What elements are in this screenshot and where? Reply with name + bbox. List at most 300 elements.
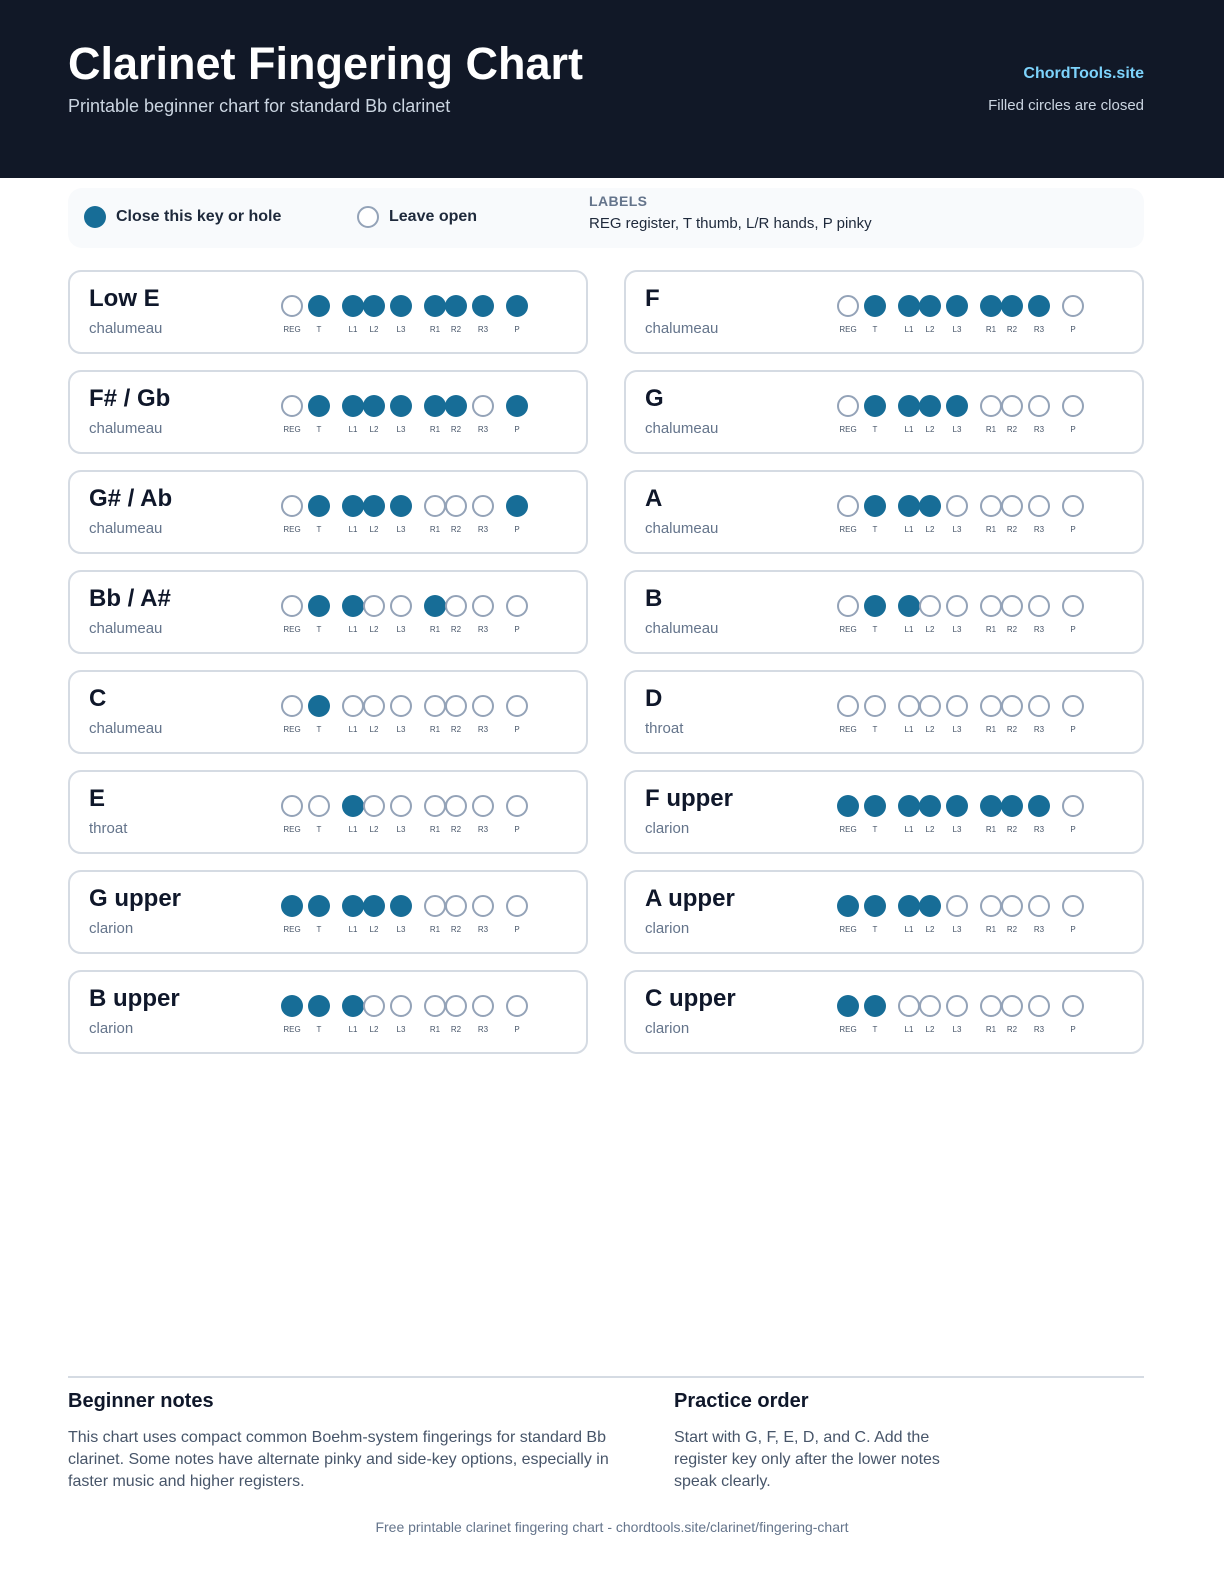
fingering-card (68, 770, 588, 854)
key-r3-closed (1028, 295, 1050, 317)
note-name: G# / Ab (89, 485, 173, 512)
key-l3-closed (390, 395, 412, 417)
key-p-open (506, 595, 528, 617)
key-label: R3 (477, 825, 489, 834)
key-l2-closed (363, 495, 385, 517)
key-l3-open (946, 895, 968, 917)
key-reg-closed (281, 895, 303, 917)
key-label: REG (839, 825, 857, 834)
footer-divider (68, 1376, 1144, 1378)
key-l3-closed (946, 395, 968, 417)
key-r3-closed (472, 295, 494, 317)
legend-open-label: Leave open (389, 208, 478, 225)
key-label: L1 (904, 425, 914, 434)
footer-credit: Free printable clarinet fingering chart - chordtools.site/clarinet/fingering-chart (375, 1519, 849, 1535)
key-label: L3 (396, 1025, 406, 1034)
register-label: chalumeau (645, 320, 719, 337)
key-label: L3 (952, 425, 962, 434)
brand-link[interactable]: ChordTools.site (1023, 65, 1144, 82)
register-label: chalumeau (89, 620, 163, 637)
register-label: clarion (89, 1020, 134, 1037)
key-r2-open (445, 695, 467, 717)
key-r1-open (424, 795, 446, 817)
key-p-open (1062, 395, 1084, 417)
key-r1-open (980, 895, 1002, 917)
key-label: R3 (1033, 825, 1045, 834)
key-label: T (316, 625, 322, 634)
key-reg-closed (837, 995, 859, 1017)
key-r2-open (1001, 895, 1023, 917)
register-label: chalumeau (645, 420, 719, 437)
key-label: R2 (450, 625, 462, 634)
key-label: L2 (925, 525, 935, 534)
key-label: L1 (904, 325, 914, 334)
key-t-closed (308, 295, 330, 317)
register-label: chalumeau (645, 620, 719, 637)
key-label: P (1070, 425, 1076, 434)
key-r3-open (1028, 595, 1050, 617)
note-name: A (645, 485, 663, 512)
key-label: R1 (985, 825, 997, 834)
key-l1-open (898, 995, 920, 1017)
note-name: F# / Gb (89, 385, 171, 412)
key-label: L1 (348, 625, 358, 634)
note-name: G (645, 385, 664, 412)
key-label: REG (283, 925, 301, 934)
key-label: L1 (348, 825, 358, 834)
key-l1-open (342, 695, 364, 717)
key-label: L2 (369, 525, 379, 534)
register-label: chalumeau (89, 420, 163, 437)
key-r1-open (980, 495, 1002, 517)
key-label: REG (839, 525, 857, 534)
key-label: P (1070, 525, 1076, 534)
header-note: Filled circles are closed (988, 97, 1144, 114)
key-label: R1 (429, 725, 441, 734)
key-label: R2 (450, 825, 462, 834)
fingering-card (68, 370, 588, 454)
key-r1-closed (980, 795, 1002, 817)
fingering-card (624, 470, 1144, 554)
key-label: REG (839, 625, 857, 634)
key-label: P (1070, 625, 1076, 634)
key-label: L3 (952, 325, 962, 334)
key-l1-closed (342, 995, 364, 1017)
key-t-closed (864, 895, 886, 917)
key-r1-open (980, 995, 1002, 1017)
key-l3-open (390, 995, 412, 1017)
key-label: R2 (1006, 625, 1018, 634)
page-title: Clarinet Fingering Chart (68, 38, 584, 89)
beginner-notes-title: Beginner notes (68, 1390, 214, 1412)
key-label: R2 (1006, 725, 1018, 734)
note-name: Bb / A# (89, 585, 171, 612)
labels-heading: LABELS (589, 193, 648, 209)
key-label: R1 (985, 725, 997, 734)
key-l3-closed (390, 895, 412, 917)
key-reg-open (837, 395, 859, 417)
key-l3-open (946, 595, 968, 617)
key-l2-closed (919, 395, 941, 417)
key-label: REG (283, 725, 301, 734)
key-label: L3 (952, 725, 962, 734)
key-label: P (1070, 1025, 1076, 1034)
key-l2-open (363, 795, 385, 817)
key-label: R2 (1006, 925, 1018, 934)
key-label: P (514, 925, 520, 934)
register-label: clarion (645, 920, 690, 937)
key-p-open (506, 695, 528, 717)
key-label: REG (839, 925, 857, 934)
key-l3-closed (390, 495, 412, 517)
note-name: Low E (89, 285, 160, 312)
key-r2-closed (445, 295, 467, 317)
key-label: L1 (348, 525, 358, 534)
key-label: R1 (429, 325, 441, 334)
key-r1-open (424, 495, 446, 517)
key-p-open (1062, 995, 1084, 1017)
note-name: B upper (89, 985, 180, 1012)
key-label: T (872, 725, 878, 734)
fingering-card (624, 970, 1144, 1054)
key-label: REG (283, 525, 301, 534)
key-t-closed (864, 495, 886, 517)
key-label: L1 (348, 425, 358, 434)
legend-closed-label: Close this key or hole (116, 208, 282, 225)
key-l3-open (390, 695, 412, 717)
key-r1-open (424, 695, 446, 717)
key-label: R2 (1006, 325, 1018, 334)
legend-closed (84, 206, 281, 228)
fingering-card (68, 470, 588, 554)
key-reg-open (837, 295, 859, 317)
key-label: REG (283, 1025, 301, 1034)
key-r2-open (445, 795, 467, 817)
page-header (0, 0, 1224, 178)
key-r1-closed (424, 595, 446, 617)
key-l1-closed (898, 595, 920, 617)
key-r1-closed (980, 295, 1002, 317)
key-label: R1 (429, 425, 441, 434)
fingering-card (624, 270, 1144, 354)
key-reg-closed (837, 895, 859, 917)
practice-order-text: Start with G, F, E, D, and C. Add the register key only after the lower notes speak clearly. (674, 1429, 940, 1490)
key-label: P (1070, 925, 1076, 934)
key-l3-open (390, 795, 412, 817)
labels-text: REG register, T thumb, L/R hands, P pinky (589, 215, 872, 232)
key-label: T (316, 425, 322, 434)
register-label: throat (89, 820, 128, 837)
key-label: R3 (1033, 725, 1045, 734)
key-label: R2 (450, 925, 462, 934)
key-t-closed (864, 995, 886, 1017)
key-label: L2 (925, 325, 935, 334)
fingering-card (624, 870, 1144, 954)
key-r1-closed (424, 295, 446, 317)
key-r3-open (472, 995, 494, 1017)
key-label: R2 (450, 325, 462, 334)
key-label: L3 (396, 825, 406, 834)
key-label: R3 (1033, 525, 1045, 534)
key-r3-open (472, 895, 494, 917)
key-r3-open (1028, 695, 1050, 717)
key-l2-closed (363, 895, 385, 917)
note-name: B (645, 585, 663, 612)
key-label: R2 (450, 725, 462, 734)
key-label: T (872, 1025, 878, 1034)
key-t-closed (308, 895, 330, 917)
key-l2-closed (919, 495, 941, 517)
key-r2-open (445, 595, 467, 617)
key-l1-closed (342, 495, 364, 517)
key-r2-open (445, 895, 467, 917)
key-p-open (1062, 595, 1084, 617)
key-l3-open (946, 995, 968, 1017)
note-name: C (89, 685, 107, 712)
key-label: L2 (925, 1025, 935, 1034)
key-l3-open (390, 595, 412, 617)
key-label: L1 (348, 1025, 358, 1034)
key-label: L2 (925, 725, 935, 734)
key-label: T (316, 925, 322, 934)
key-r3-open (472, 495, 494, 517)
key-t-closed (308, 395, 330, 417)
key-label: R1 (985, 925, 997, 934)
key-r3-open (472, 795, 494, 817)
key-l2-open (919, 995, 941, 1017)
key-label: REG (839, 1025, 857, 1034)
key-label: R1 (429, 525, 441, 534)
key-p-open (1062, 795, 1084, 817)
key-r2-closed (445, 395, 467, 417)
key-t-closed (308, 495, 330, 517)
note-name: G upper (89, 885, 182, 912)
key-r1-open (424, 995, 446, 1017)
key-label: L3 (396, 525, 406, 534)
key-label: R3 (1033, 325, 1045, 334)
legend-open (357, 206, 477, 228)
key-label: REG (283, 425, 301, 434)
key-label: T (872, 525, 878, 534)
key-label: T (872, 825, 878, 834)
fingering-card (624, 570, 1144, 654)
key-l1-closed (342, 295, 364, 317)
key-l2-closed (919, 295, 941, 317)
key-l1-closed (898, 295, 920, 317)
key-label: R3 (1033, 425, 1045, 434)
key-label: R1 (985, 425, 997, 434)
key-label: R3 (1033, 925, 1045, 934)
key-label: R1 (985, 325, 997, 334)
key-reg-closed (837, 795, 859, 817)
key-label: L1 (348, 925, 358, 934)
fingering-card (624, 370, 1144, 454)
key-p-closed (506, 395, 528, 417)
open-key-icon (357, 206, 379, 228)
key-p-open (506, 795, 528, 817)
key-r1-open (980, 695, 1002, 717)
fingering-card (624, 670, 1144, 754)
key-r2-closed (1001, 295, 1023, 317)
page-subtitle: Printable beginner chart for standard Bb clarinet (68, 96, 451, 116)
key-reg-open (837, 695, 859, 717)
legend-bar (68, 188, 1144, 248)
key-label: L2 (369, 925, 379, 934)
register-label: clarion (645, 1020, 690, 1037)
key-label: L3 (396, 925, 406, 934)
note-name: A upper (645, 885, 735, 912)
key-label: R3 (477, 925, 489, 934)
key-r3-open (472, 395, 494, 417)
register-label: clarion (89, 920, 134, 937)
key-reg-open (281, 395, 303, 417)
key-label: L2 (369, 1025, 379, 1034)
register-label: chalumeau (89, 320, 163, 337)
key-l1-closed (342, 395, 364, 417)
key-reg-open (281, 695, 303, 717)
key-label: L3 (952, 1025, 962, 1034)
key-l1-closed (342, 595, 364, 617)
key-label: R1 (429, 1025, 441, 1034)
key-label: L2 (369, 325, 379, 334)
key-label: R1 (985, 1025, 997, 1034)
key-label: P (1070, 825, 1076, 834)
key-label: R2 (450, 1025, 462, 1034)
register-label: clarion (645, 820, 690, 837)
key-l2-open (363, 695, 385, 717)
key-label: P (514, 425, 520, 434)
note-name: F upper (645, 785, 733, 812)
key-label: L2 (369, 725, 379, 734)
key-r3-open (1028, 895, 1050, 917)
note-name: F (645, 285, 660, 312)
key-label: L1 (904, 825, 914, 834)
key-r3-open (472, 595, 494, 617)
key-r2-open (1001, 495, 1023, 517)
note-name: D (645, 685, 663, 712)
key-l2-closed (919, 795, 941, 817)
key-t-closed (864, 395, 886, 417)
register-label: throat (645, 720, 684, 737)
key-l1-closed (342, 795, 364, 817)
key-label: L3 (396, 725, 406, 734)
key-label: R2 (1006, 1025, 1018, 1034)
key-l1-closed (898, 495, 920, 517)
key-t-closed (864, 595, 886, 617)
key-l3-closed (946, 795, 968, 817)
key-label: T (316, 525, 322, 534)
key-label: R3 (477, 725, 489, 734)
key-label: L2 (925, 925, 935, 934)
key-label: P (1070, 725, 1076, 734)
key-label: L2 (925, 625, 935, 634)
key-l2-open (919, 695, 941, 717)
key-t-closed (864, 295, 886, 317)
key-l3-open (946, 495, 968, 517)
key-r2-open (1001, 695, 1023, 717)
key-reg-open (281, 595, 303, 617)
key-l2-open (363, 595, 385, 617)
key-label: R1 (429, 625, 441, 634)
key-l2-closed (919, 895, 941, 917)
key-label: L1 (904, 725, 914, 734)
key-label: L1 (904, 1025, 914, 1034)
register-label: chalumeau (89, 720, 163, 737)
key-t-open (308, 795, 330, 817)
key-label: R2 (450, 425, 462, 434)
key-label: R2 (1006, 525, 1018, 534)
key-reg-open (281, 495, 303, 517)
key-label: L1 (904, 525, 914, 534)
key-label: T (872, 325, 878, 334)
practice-order-title: Practice order (674, 1390, 809, 1412)
key-label: P (514, 825, 520, 834)
fingering-card (68, 570, 588, 654)
key-l2-open (919, 595, 941, 617)
key-l1-closed (898, 395, 920, 417)
key-label: P (1070, 325, 1076, 334)
key-label: L3 (396, 325, 406, 334)
beginner-notes-text: This chart uses compact common Boehm-system fingerings for standard Bb clarinet. Some notes have alternate pinky and side-key options, especially in faster music and higher registers. (68, 1429, 609, 1490)
key-label: T (316, 325, 322, 334)
register-label: chalumeau (645, 520, 719, 537)
key-t-open (864, 695, 886, 717)
key-label: L1 (348, 325, 358, 334)
key-r1-closed (424, 395, 446, 417)
key-label: L3 (952, 825, 962, 834)
note-name: C upper (645, 985, 736, 1012)
key-label: R3 (477, 525, 489, 534)
key-l3-closed (390, 295, 412, 317)
key-l1-open (898, 695, 920, 717)
key-label: L2 (369, 425, 379, 434)
key-label: T (316, 1025, 322, 1034)
key-t-closed (308, 995, 330, 1017)
key-label: T (872, 625, 878, 634)
key-label: L3 (396, 625, 406, 634)
key-p-open (1062, 895, 1084, 917)
key-label: L2 (369, 625, 379, 634)
key-label: R3 (477, 325, 489, 334)
key-label: R3 (1033, 625, 1045, 634)
register-label: chalumeau (89, 520, 163, 537)
key-label: L1 (904, 625, 914, 634)
key-l2-closed (363, 295, 385, 317)
fingering-card (624, 770, 1144, 854)
key-p-closed (506, 295, 528, 317)
key-label: R1 (429, 925, 441, 934)
key-label: P (514, 725, 520, 734)
fingering-card (68, 270, 588, 354)
key-label: L2 (925, 825, 935, 834)
key-t-closed (308, 695, 330, 717)
note-name: E (89, 785, 106, 812)
key-label: T (872, 425, 878, 434)
fingering-card (68, 970, 588, 1054)
key-label: R1 (985, 625, 997, 634)
key-l1-closed (898, 795, 920, 817)
key-r2-open (1001, 395, 1023, 417)
key-r3-closed (1028, 795, 1050, 817)
key-p-open (1062, 495, 1084, 517)
key-label: R3 (477, 1025, 489, 1034)
key-p-open (1062, 295, 1084, 317)
key-r2-open (1001, 995, 1023, 1017)
key-label: P (514, 525, 520, 534)
key-r3-open (472, 695, 494, 717)
key-reg-open (837, 595, 859, 617)
key-label: L2 (369, 825, 379, 834)
